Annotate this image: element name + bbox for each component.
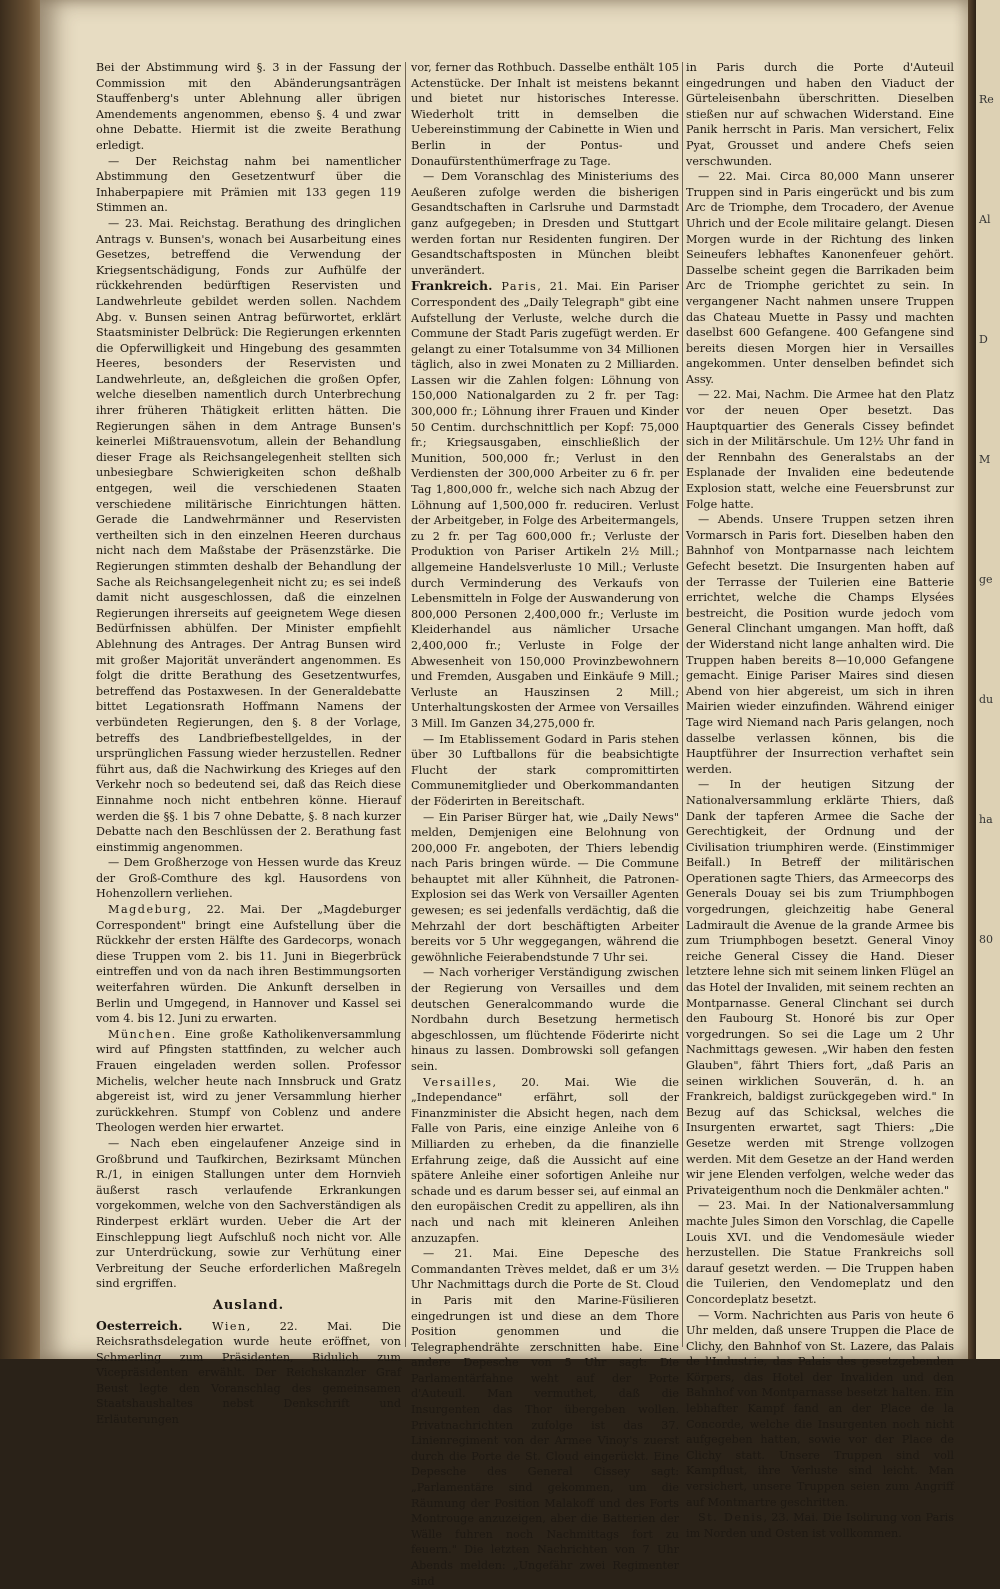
edge-fragment: ha xyxy=(979,813,993,826)
article-text: , 22. Mai. Die Reichsrathsdelegation wurde heute eröffnet, von Schmerling zum Präsidenten, Bidulich zum Vicepräsidenten erwählt. Der Reichskanzler Graf Beust legte den Voranschlag des gemeinsamen Staatshaushaltes nebst Denkschrift und Erläuterungen xyxy=(96,1319,401,1427)
article-paragraph xyxy=(96,902,401,1027)
article-paragraph: — Abends. Unsere Truppen setzen ihren Vormarsch in Paris fort. Dieselben haben den Bahnhof von Montparnasse nach leichtem Gefecht besetzt. Die Insurgenten haben auf der Terrasse der Tuilerien eine Batterie errichtet, welche die Champs Elysées bestreicht, die Position wurde jedoch vom General Clinchant umgangen. Man hofft, daß der Widerstand nicht lange anhalten wird. Die Truppen haben bereits 8—10,000 Gefangene gemacht. Einige Pariser Maires sind diesen Abend von hier abgereist, um sich in ihren Mairien wieder einzufinden. Während einiger Tage wird Niemand nach Paris gelangen, noch dasselbe verlassen können, bis die Hauptführer der Insurrection verhaftet sein werden. xyxy=(686,513,954,776)
country-heading: Oesterreich. xyxy=(96,1317,183,1333)
article-paragraph: — Dem Voranschlag des Ministeriums des Aeußeren zufolge werden die bisherigen Gesandtschaften in Carlsruhe und Darmstadt ganz aufgegeben; in Dresden und Stuttgart werden fortan nur Residenten fungiren. Der Gesandtschaftsposten in München bleibt unverändert. xyxy=(411,170,679,277)
dateline-place: Magdeburg xyxy=(108,903,188,917)
article-text: , 20. Mai. Wie die „Independance" erfährt, soll der Finanzminister die Absicht hegen, nach dem Falle von Paris, eine einzige Anleihe von 6 Milliarden zu erheben, da die finanzielle Erfahrung zeige, daß die Aussicht auf eine spätere Anleihe einer sofortigen Anleihe nur schade und es darum besser sei, auf einmal an den europäischen Credit zu appelliren, als ihn nach und nach mit kleineren Anleihen anzuzapfen. xyxy=(411,1075,679,1245)
page-gutter xyxy=(968,0,976,1359)
article-paragraph: vor, ferner das Rothbuch. Dasselbe enthält 105 Actenstücke. Der Inhalt ist meistens bekannt und bietet nur historisches Interesse. Wiederholt tritt in demselben die Uebereinstimmung der Cabinette in Wien und Berlin in der Pontus- und Donaufürstenthümerfrage zu Tage. xyxy=(411,61,679,168)
column-2 xyxy=(411,60,679,1588)
article-paragraph xyxy=(96,1027,401,1136)
article-text: , 22. Mai. Der „Magdeburger Correspondent" bringt eine Aufstellung über die Rückkehr der ersten Hälfte des Gardecorps, wonach diese Truppen vom 2. bis 11. Juni in Biegerbrück eintreffen und von da nach ihren Bestimmungsorten weiterfahren würden. Die Ankunft derselben in Berlin und Umgegend, in Hannover und Kassel sei vom 4. bis 12. Juni zu erwarten. xyxy=(96,903,401,1026)
article-paragraph: in Paris durch die Porte d'Auteuil eingedrungen und haben den Viaduct der Gürteleisenbahn überschritten. Dieselben stießen nur auf schwachen Widerstand. Eine Panik herrscht in Paris. Man versichert, Felix Pyat, Grousset und andere Chefs seien verschwunden. xyxy=(686,61,954,168)
article-paragraph xyxy=(411,278,679,731)
edge-fragment: D xyxy=(979,333,988,346)
section-heading-ausland: Ausland. xyxy=(212,1297,285,1313)
article-paragraph: — Nach vorheriger Verständigung zwischen der Regierung von Versailles und dem deutschen Generalcommando wurde die Nordbahn durch Besetzung hermetisch abgeschlossen, um flüchtende Föderirte nicht hinaus zu lassen. Dombrowski soll gefangen sein. xyxy=(411,966,679,1073)
dateline-place: Paris xyxy=(501,280,538,294)
article-paragraph: — 23. Mai. Reichstag. Berathung des dringlichen Antrags v. Bunsen's, wonach bei Ausarbeitung eines Gesetzes, betreffend die Verwendung der Kriegsentschädigung, Fonds zur Aufhülfe der rückkehrenden bedürftigen Reservisten und Landwehrleute gebildet werden sollen. Nachdem Abg. v. Bunsen seinen Antrag befürwortet, erklärt Staatsminister Delbrück: Die Regierungen erkennten die Opferwilligkeit und Hingebung des gesammten Heeres, besonders der Reservisten und Landwehrleute, an, deßgleichen die großen Opfer, welche dieselben namentlich durch Unterbrechung ihrer früheren Thätigkeit erlitten hätten. Die Regierungen sähen in dem Antrage Bunsen's keinerlei Mißtrauensvotum, allein der Behandlung dieser Frage als Reichsangelegenheit stellten sich unbesiegbare Schwierigkeiten schon deßhalb entgegen, weil die verschiedenen Staaten verschiedene militärische Einrichtungen hätten. Gerade die Landwehrmänner und Reservisten vertheilten sich in den einzelnen Heeren durchaus nicht nach dem Maßstabe der Präsenzstärke. Die Regierungen stimmten deshalb der Behandlung der Sache als Reichsangelegenheit nicht zu; es sei indeß damit nicht ausgeschlossen, daß die einzelnen Regierungen ihrerseits auf geeignetem Wege diesen Bedürfnissen abhülfen. Der Minister empfiehlt Ablehnung des Antrages. Der Antrag Bunsen wird mit großer Majorität unverändert angenommen. Es folgt die dritte Berathung des Gesetzentwurfes, betreffend das Postaxwesen. In der Generaldebatte bittet Legationsrath Hoffmann Namens der verbündeten Regierungen, den §. 8 der Vorlage, betreffs des Landbriefbestellgeldes, in der ursprünglichen Fassung wieder herzustellen. Redner führt aus, daß die Nachwirkung des Krieges auf den Verkehr noch so bedeutend sei, daß das Reich diese Einnahme noch nicht entbehren könne. Hierauf werden die §§. 1 bis 7 ohne Debatte, §. 8 nach kurzer Debatte nach den Beschlüssen der 2. Berathung fast einstimmig angenommen. xyxy=(96,216,401,854)
article-paragraph: — 22. Mai, Nachm. Die Armee hat den Platz vor der neuen Oper besetzt. Das Hauptquartier des Generals Cissey befindet sich in der Militärschule. Um 12½ Uhr fand in der Rennbahn des Generalstabs an der Esplanade der Invaliden eine bedeutende Explosion statt, welche eine Feuersbrunst zur Folge hatte. xyxy=(686,388,954,511)
edge-fragment: M xyxy=(979,453,991,466)
article-text: , 23. Mai. Die Isolirung von Paris im Norden und Osten ist vollkommen. xyxy=(686,1511,954,1540)
article-paragraph: — Im Etablissement Godard in Paris stehen über 30 Luftballons für die beabsichtigte Flucht der stark compromittirten Communemitglieder und Oberkommandanten der Föderirten in Bereitschaft. xyxy=(411,732,679,808)
dateline-place: St. Denis xyxy=(698,1511,764,1525)
book-spine xyxy=(0,0,40,1359)
article-paragraph xyxy=(96,1318,401,1428)
article-paragraph: — Nach eben eingelaufener Anzeige sind in Großbrund und Taufkirchen, Bezirksamt München R./1, in einigen Stallungen unter dem Hornvieh äußerst rasch verlaufende Erkrankungen vorgekommen, welche von den Sachverständigen als Rinderpest erklärt wurden. Ueber die Art der Einschleppung liegt Aufschluß noch nicht vor. Alle zur Unterdrückung, sowie zur Verhütung einer Verbreitung der Seuche erforderlichen Maßregeln sind ergriffen. xyxy=(96,1136,401,1291)
article-paragraph: Bei der Abstimmung wird §. 3 in der Fassung der Commission mit den Abänderungsanträgen Stauffenberg's unter Ablehnung aller übrigen Amendements angenommen, ebenso §. 4 und zwar ohne Debatte. Hiermit ist die zweite Berathung erledigt. xyxy=(96,61,401,152)
article-paragraph: — Ein Pariser Bürger hat, wie „Daily News" melden, Demjenigen eine Belohnung von 200,000 Fr. angeboten, der Thiers lebendig nach Paris bringen würde. — Die Commune behauptet mit aller Kühnheit, die Patronen-Explosion sei das Werk von Versailler Agenten gewesen; es sei jedenfalls verdächtig, daß die Mehrzahl der dort beschäftigten Arbeiter bereits vor 5 Uhr weggegangen, während die gewöhnliche Feierabendstunde 7 Uhr sei. xyxy=(411,810,679,964)
article-paragraph: — 21. Mai. Eine Depesche des Commandanten Trèves meldet, daß er um 3½ Uhr Nachmittags durch die Porte de St. Cloud in Paris mit den Marine-Füsilieren eingedrungen ist und diese an dem Thore Position genommen und die Telegraphendrähte zerschnitten habe. Eine andere Depesche von 5 Uhr sagt: Die Parlamentärfahne weht auf der Porte d'Auteuil. Man vermuthet, daß die Insurgenten das Thor übergeben wollen. Privatnachrichten zufolge ist das 37. Linienregiment von der Armee Vinoy's zuerst durch die Porte de St. Cloud eingerückt. Eine Depesche des General Cissey sagt: „Parlamentäre sind gekommen, um die Räumung der Position Malakoff und des Forts Montrouge anzuzeigen, aber die Batterien der Wälle fuhren noch Nachmittags fort zu feuern." Die letzten Nachrichten von 7 Uhr Abends melden: „Ungefähr zwei Regimenter sind xyxy=(411,1247,679,1588)
column-rule xyxy=(682,62,683,1347)
column-1 xyxy=(96,60,401,1427)
edge-fragment: Al xyxy=(979,213,991,226)
article-paragraph: — 22. Mai. Circa 80,000 Mann unserer Truppen sind in Paris eingerückt und bis zum Arc de Triomphe, dem Trocadero, der Avenue Uhrich und der Ecole militaire gelangt. Diesen Morgen wurde in der Richtung des linken Seineufers lebhaftes Kanonenfeuer gehört. Dasselbe scheint gegen die Barrikaden beim Arc de Triomphe gerichtet zu sein. In vergangener Nacht nahmen unsere Truppen das Chateau Muette in Passy und machten daselbst 600 Gefangene. 400 Gefangene sind bereits diesen Morgen hier in Versailles angekommen. Unter denselben befindet sich Assy. xyxy=(686,170,954,386)
article-paragraph xyxy=(686,1510,954,1541)
column-rule xyxy=(405,62,406,1347)
article-paragraph: — Der Reichstag nahm bei namentlicher Abstimmung den Gesetzentwurf über die Inhaberpapiere mit Prämien mit 133 gegen 119 Stimmen an. xyxy=(96,154,401,215)
country-heading: Frankreich. xyxy=(411,278,493,294)
dateline-place: Versailles xyxy=(423,1075,493,1089)
dateline-place: München xyxy=(108,1027,172,1041)
edge-fragment: Re xyxy=(979,93,994,106)
article-text: , 21. Mai. Ein Pariser Correspondent des „Daily Telegraph" gibt eine Aufstellung der Verluste, welche durch die Commune der Stadt Paris zugefügt werden. Er gelangt zu einer Totalsumme von 34 Millionen täglich, also in zwei Monaten zu 2 Milliarden. Lassen wir die Zahlen folgen: Löhnung von 150,000 Nationalgarden zu 2 fr. per Tag: 300,000 fr.; Löhnung ihrer Frauen und Kinder 50 Centim. durchschnittlich per Kopf: 75,000 fr.; Kriegsausgaben, einschließlich der Munition, 500,000 fr.; Verlust in den Verdiensten der 300,000 Arbeiter zu 6 fr. per Tag 1,800,000 fr., welche sich nach Abzug der Löhnung auf 1,500,000 fr. reduciren. Verlust der Arbeitgeber, in Folge des Arbeitermangels, zu 2 fr. per Tag 600,000 fr.; Verluste der Produktion von Pariser Artikeln 2½ Mill.; allgemeine Handelsverluste 10 Mill.; Verluste durch Verminderung des Verkaufs von Lebensmitteln in Folge der Auswanderung von 800,000 Personen 2,400,000 fr.; Verluste im Kleiderhandel aus nämlicher Ursache 2,400,000 fr.; Verluste in Folge der Abwesenheit von 150,000 Provinzbewohnern und Fremden, Ausgaben und Einkäufe 9 Mill.; Verluste an Hauszinsen 2 Mill.; Unterhaltungskosten der Armee von Versailles 3 Mill. Im Ganzen 34,275,000 fr. xyxy=(411,280,679,730)
article-paragraph: — Dem Großherzoge von Hessen wurde das Kreuz der Groß-Comthure des kgl. Hausordens von Hohenzollern verliehen. xyxy=(96,856,401,901)
next-page-edge xyxy=(976,0,1000,1359)
article-paragraph xyxy=(411,1075,679,1247)
edge-fragment: du xyxy=(979,693,994,706)
article-paragraph: — 23. Mai. In der Nationalversammlung machte Jules Simon den Vorschlag, die Capelle Louis XVI. und die Vendomesäule wieder herzustellen. Die Statue Frankreichs soll darauf gesetzt werden. — Die Truppen haben die Tuilerien, den Vendomeplatz und den Concordeplatz besetzt. xyxy=(686,1199,954,1306)
dateline-place: Wien xyxy=(212,1319,247,1333)
article-text: . Eine große Katholikenversammlung wird auf Pfingsten stattfinden, zu welcher auch Frauen eingeladen werden sollen. Professor Michelis, welcher heute nach Innsbruck und Gratz abgereist ist, wird zu jener Versammlung hierher zurückkehren. Stumpf von Coblenz und andere Theologen werden hier erwartet. xyxy=(96,1027,401,1135)
edge-fragment: ge xyxy=(979,573,993,586)
article-paragraph: — Vorm. Nachrichten aus Paris von heute 6 Uhr melden, daß unsere Truppen die Place de Clichy, den Bahnhof von St. Lazere, das Palais de l'Industrie, das Palais des gesetzgebenden Körpers, das Hotel der Invaliden und den Bahnhof von Montparnasse besetzt halten. Ein lebhafter Kampf fand an der Place de la Concorde, welche die Insurgenten noch nicht aufgegeben hatten, sowie vor der Place de Clichy statt. Unsere Truppen sind voll Kampflust, ihre Verluste sind leicht. Man versichert, unsere Truppen seien zum Angriff auf Montmartre geschritten. xyxy=(686,1308,954,1509)
edge-fragment: 80 xyxy=(979,933,993,946)
column-3 xyxy=(686,60,954,1540)
article-paragraph: — In der heutigen Sitzung der Nationalversammlung erklärte Thiers, daß Dank der tapferen Armee die Sache der Gerechtigkeit, der Ordnung und der Civilisation triumphiren werde. (Einstimmiger Beifall.) In Betreff der militärischen Operationen sagte Thiers, das Armeecorps des Generals Douay sei bis zum Triumphbogen vorgedrungen, gleichzeitig habe General Ladmirault die Avenue de la grande Armee bis zum Triumphbogen besetzt. General Vinoy reiche General Cissey die Hand. Dieser letztere lehne sich mit seinem linken Flügel an das Hotel der Invaliden, mit seinem rechten an Montparnasse. General Clinchant sei durch den Faubourg St. Honoré bis zur Oper vorgedrungen. So sei die Lage um 2 Uhr Nachmittags gewesen. „Wir haben den festen Glauben", fährt Thiers fort, „daß Paris an seinen wirklichen Souverän, d. h. an Frankreich, baldigst zurückgegeben wird." In Bezug auf das Schicksal, welches die Insurgenten erwartet, sagt Thiers: „Die Gesetze werden mit Strenge vollzogen werden. Mit dem Gesetze an der Hand werden wir jene Elenden verfolgen, welche weder das Privateigenthum noch die Denkmäler achten." xyxy=(686,778,954,1197)
